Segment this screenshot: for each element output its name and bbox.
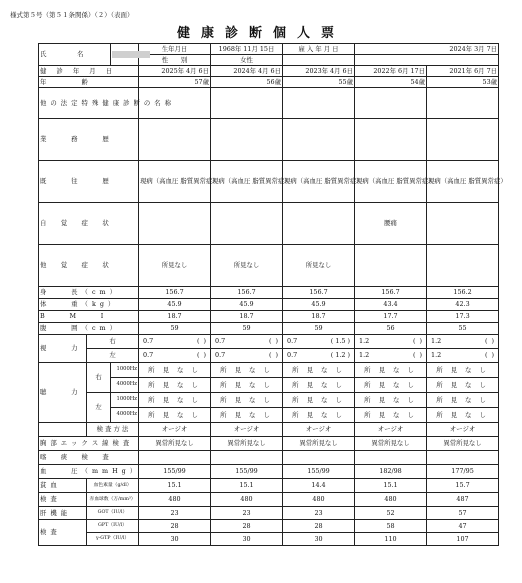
subjective-value — [211, 203, 283, 245]
anemia-label: 貧血 — [39, 479, 87, 493]
liver-value: 58 — [355, 520, 427, 533]
sputum-value — [427, 451, 499, 465]
hearing-value: 所 見 な し — [139, 393, 211, 408]
vision-naked: 0.7 — [143, 337, 154, 346]
xray-value: 異常所見なし — [211, 437, 283, 451]
liver-label: 肝機能 — [39, 507, 87, 520]
liver-value: 47 — [427, 520, 499, 533]
height-value: 156.7 — [355, 287, 427, 299]
vision-value — [355, 349, 427, 363]
age-value: 54歳 — [355, 77, 427, 88]
work-history-value — [139, 119, 211, 161]
weight-value: 42.3 — [427, 299, 499, 311]
health-record-table — [38, 43, 507, 546]
bmi-value: 17.7 — [355, 311, 427, 323]
hearing-hz-label: 1000Hz — [111, 363, 139, 378]
vision-corrected: ( ) — [196, 337, 207, 346]
vision-naked: 0.7 — [215, 351, 226, 360]
exam-date-value: 2025年 4月 6日 — [139, 66, 211, 77]
anemia-value: 480 — [355, 493, 427, 507]
blank-cell — [355, 55, 499, 66]
hearing-value: 所 見 な し — [355, 378, 427, 393]
anemia-value: 15.7 — [427, 479, 499, 493]
row-bmi — [39, 311, 499, 323]
xray-value: 異常所見なし — [283, 437, 355, 451]
other-exam-value — [427, 88, 499, 119]
height-value: 156.7 — [139, 287, 211, 299]
hearing-value: 所 見 な し — [355, 408, 427, 423]
hearing-value: 所 見 な し — [139, 378, 211, 393]
liver-value: 107 — [427, 533, 499, 546]
bmi-label: B M I — [39, 311, 139, 323]
medical-history-value: 現病（高血圧 脂質異常症） — [355, 161, 427, 203]
hearing-method-value: オージオ — [139, 423, 211, 437]
vision-value — [139, 335, 211, 349]
anemia-value: 15.1 — [355, 479, 427, 493]
row-hearing — [39, 363, 499, 378]
liver-item-label: GOT（IU/l） — [87, 507, 139, 520]
hearing-value: 所 見 な し — [211, 363, 283, 378]
other-exam-label: 他の法定特殊健康診断の名称 — [39, 88, 139, 119]
other-exam-value — [283, 88, 355, 119]
bmi-value: 18.7 — [139, 311, 211, 323]
work-history-value — [355, 119, 427, 161]
blood-pressure-label: 血 圧（mmHg） — [39, 465, 139, 479]
row-age — [39, 77, 499, 88]
hire-label: 雇 入 年 月 日 — [283, 44, 355, 55]
waist-value: 55 — [427, 323, 499, 335]
vision-value — [427, 349, 499, 363]
sputum-value — [283, 451, 355, 465]
age-value: 56歳 — [211, 77, 283, 88]
objective-value: 所見なし — [211, 245, 283, 287]
row-anemia — [39, 493, 499, 507]
medical-history-value: 現病（高血圧 脂質異常症） — [211, 161, 283, 203]
hearing-value: 所 見 な し — [427, 363, 499, 378]
hearing-value: 所 見 な し — [427, 408, 499, 423]
vision-corrected: ( 1.5 ) — [330, 337, 351, 346]
hearing-value: 所 見 な し — [427, 378, 499, 393]
objective-label: 他 覚 症 状 — [39, 245, 139, 287]
weight-label: 体 重（kg） — [39, 299, 139, 311]
weight-value: 45.9 — [283, 299, 355, 311]
liver-value: 28 — [139, 520, 211, 533]
vision-corrected: ( ) — [268, 351, 279, 360]
row-liver — [39, 520, 499, 533]
liver-value: 23 — [283, 507, 355, 520]
blank-cell — [283, 55, 355, 66]
hearing-side-label: 右 — [87, 363, 111, 393]
anemia-item-label: 血色素量（g/dl） — [87, 479, 139, 493]
vision-naked: 1.2 — [359, 351, 370, 360]
exam-date-label: 健 診 年 月 日 — [39, 66, 139, 77]
vision-corrected: ( 1.2 ) — [330, 351, 351, 360]
vision-naked: 0.7 — [287, 351, 298, 360]
form-id: 様式第５号（第５１条関係）（２）（表面） — [10, 11, 134, 19]
sputum-label: 喀 痰 検 査 — [39, 451, 139, 465]
name-label: 氏 名 — [39, 44, 111, 66]
bmi-value: 18.7 — [283, 311, 355, 323]
row-liver — [39, 533, 499, 546]
vision-corrected: ( ) — [484, 337, 495, 346]
hearing-value: 所 見 な し — [211, 408, 283, 423]
anemia-value: 14.4 — [283, 479, 355, 493]
hearing-method-value: オージオ — [427, 423, 499, 437]
blood-pressure-value: 155/99 — [211, 465, 283, 479]
objective-value — [427, 245, 499, 287]
age-value: 57歳 — [139, 77, 211, 88]
vision-naked: 0.7 — [215, 337, 226, 346]
work-history-value — [427, 119, 499, 161]
hearing-value: 所 見 な し — [283, 408, 355, 423]
xray-label: 胸部エックス線検査 — [39, 437, 139, 451]
liver-value: 52 — [355, 507, 427, 520]
row-liver — [39, 507, 499, 520]
vision-naked: 1.2 — [431, 337, 442, 346]
row-hearing-method — [39, 423, 499, 437]
hearing-hz-label: 1000Hz — [111, 393, 139, 408]
exam-date-value: 2022年 6月 17日 — [355, 66, 427, 77]
vision-corrected: ( ) — [412, 351, 423, 360]
liver-label: 検査 — [39, 520, 87, 546]
row-vision-r — [39, 335, 499, 349]
form-title: 健康診断個人票 — [176, 26, 345, 41]
row-anemia — [39, 479, 499, 493]
xray-value: 異常所見なし — [355, 437, 427, 451]
vision-side-label: 右 — [87, 335, 139, 349]
age-value: 55歳 — [283, 77, 355, 88]
medical-history-value: 現病（高血圧 脂質異常症） — [139, 161, 211, 203]
liver-value: 110 — [355, 533, 427, 546]
anemia-item-label: 赤血球数（万/mm³） — [87, 493, 139, 507]
row-weight — [39, 299, 499, 311]
vision-value — [427, 335, 499, 349]
medical-history-value: 現病（高血圧 脂質異常症） — [427, 161, 499, 203]
anemia-value: 480 — [211, 493, 283, 507]
row-vision-l — [39, 349, 499, 363]
hearing-label: 聴 力 — [39, 363, 87, 423]
medical-history-label: 既 往 歴 — [39, 161, 139, 203]
vision-corrected: ( ) — [412, 337, 423, 346]
objective-value: 所見なし — [283, 245, 355, 287]
height-value: 156.2 — [427, 287, 499, 299]
hearing-value: 所 見 な し — [139, 363, 211, 378]
exam-date-value: 2021年 6月 7日 — [427, 66, 499, 77]
anemia-value: 15.1 — [139, 479, 211, 493]
hearing-value: 所 見 な し — [355, 393, 427, 408]
anemia-label: 検査 — [39, 493, 87, 507]
hearing-value: 所 見 な し — [355, 363, 427, 378]
height-value: 156.7 — [211, 287, 283, 299]
row-subjective — [39, 203, 499, 245]
exam-date-value: 2024年 4月 6日 — [211, 66, 283, 77]
row-medical-history — [39, 161, 499, 203]
other-exam-value — [355, 88, 427, 119]
bmi-value: 18.7 — [211, 311, 283, 323]
age-value: 53歳 — [427, 77, 499, 88]
weight-value: 43.4 — [355, 299, 427, 311]
medical-history-value: 現病（高血圧 脂質異常症） — [283, 161, 355, 203]
hearing-value: 所 見 な し — [211, 393, 283, 408]
row-height — [39, 287, 499, 299]
birth-label: 生年月日 — [139, 44, 211, 55]
hearing-method-value: オージオ — [355, 423, 427, 437]
row-waist — [39, 323, 499, 335]
anemia-value: 15.1 — [211, 479, 283, 493]
liver-value: 28 — [211, 520, 283, 533]
blood-pressure-value: 182/98 — [355, 465, 427, 479]
hearing-value: 所 見 な し — [427, 393, 499, 408]
liver-item-label: γ-GTP（IU/l） — [87, 533, 139, 546]
vision-corrected: ( ) — [196, 351, 207, 360]
subjective-value — [283, 203, 355, 245]
vision-side-label: 左 — [87, 349, 139, 363]
hearing-value: 所 見 な し — [139, 408, 211, 423]
exam-date-value: 2023年 4月 6日 — [283, 66, 355, 77]
vision-naked: 1.2 — [431, 351, 442, 360]
row-objective — [39, 245, 499, 287]
liver-value: 30 — [139, 533, 211, 546]
blood-pressure-value: 177/95 — [427, 465, 499, 479]
height-value: 156.7 — [283, 287, 355, 299]
subjective-label: 自 覚 症 状 — [39, 203, 139, 245]
liver-value: 57 — [427, 507, 499, 520]
work-history-value — [211, 119, 283, 161]
vision-naked: 0.7 — [287, 337, 298, 346]
name-value — [111, 44, 139, 66]
blood-pressure-value: 155/99 — [283, 465, 355, 479]
hearing-value: 所 見 な し — [283, 363, 355, 378]
liver-item-label: GPT（IU/l） — [87, 520, 139, 533]
work-history-value — [283, 119, 355, 161]
hearing-method-value: オージオ — [211, 423, 283, 437]
vision-value — [283, 349, 355, 363]
birth-value: 1968年 11月 15日 — [211, 44, 283, 55]
row-sputum — [39, 451, 499, 465]
liver-value: 30 — [211, 533, 283, 546]
row-other-exam — [39, 88, 499, 119]
name-redaction — [112, 51, 150, 58]
liver-value: 23 — [139, 507, 211, 520]
other-exam-value — [211, 88, 283, 119]
waist-value: 59 — [139, 323, 211, 335]
sex-value: 女性 — [211, 55, 283, 66]
subjective-value: 腰痛 — [355, 203, 427, 245]
vision-value — [139, 349, 211, 363]
age-label: 年 齢 — [39, 77, 139, 88]
hearing-value: 所 見 な し — [283, 393, 355, 408]
vision-label: 視 力 — [39, 335, 87, 363]
vision-value — [355, 335, 427, 349]
waist-value: 59 — [283, 323, 355, 335]
xray-value: 異常所見なし — [427, 437, 499, 451]
work-history-label: 業 務 歴 — [39, 119, 139, 161]
row-blood-pressure — [39, 465, 499, 479]
vision-value — [211, 349, 283, 363]
blank-cell — [39, 423, 87, 437]
liver-value: 28 — [283, 520, 355, 533]
vision-naked: 1.2 — [359, 337, 370, 346]
subjective-value — [139, 203, 211, 245]
hire-value: 2024年 3月 7日 — [355, 44, 499, 55]
hearing-method-value: オージオ — [283, 423, 355, 437]
height-label: 身 長（cm） — [39, 287, 139, 299]
objective-value: 所見なし — [139, 245, 211, 287]
row-exam-date — [39, 66, 499, 77]
hearing-hz-label: 4000Hz — [111, 408, 139, 423]
sputum-value — [211, 451, 283, 465]
vision-value — [283, 335, 355, 349]
sex-label: 性 別 — [139, 55, 211, 66]
row-work-history — [39, 119, 499, 161]
sputum-value — [139, 451, 211, 465]
hearing-value: 所 見 な し — [211, 378, 283, 393]
hearing-hz-label: 4000Hz — [111, 378, 139, 393]
liver-value: 23 — [211, 507, 283, 520]
hearing-side-label: 左 — [87, 393, 111, 423]
weight-value: 45.9 — [211, 299, 283, 311]
objective-value — [355, 245, 427, 287]
waist-value: 56 — [355, 323, 427, 335]
hearing-value: 所 見 な し — [283, 378, 355, 393]
hearing-method-label: 検 査 方 法 — [87, 423, 139, 437]
vision-corrected: ( ) — [484, 351, 495, 360]
vision-value — [211, 335, 283, 349]
row-xray — [39, 437, 499, 451]
weight-value: 45.9 — [139, 299, 211, 311]
bmi-value: 17.3 — [427, 311, 499, 323]
subjective-value — [427, 203, 499, 245]
sputum-value — [355, 451, 427, 465]
liver-value: 30 — [283, 533, 355, 546]
anemia-value: 487 — [427, 493, 499, 507]
xray-value: 異常所見なし — [139, 437, 211, 451]
waist-label: 腹 囲（cm） — [39, 323, 139, 335]
row-hearing — [39, 393, 499, 408]
vision-naked: 0.7 — [143, 351, 154, 360]
waist-value: 59 — [211, 323, 283, 335]
blood-pressure-value: 155/99 — [139, 465, 211, 479]
anemia-value: 480 — [283, 493, 355, 507]
vision-corrected: ( ) — [268, 337, 279, 346]
anemia-value: 480 — [139, 493, 211, 507]
